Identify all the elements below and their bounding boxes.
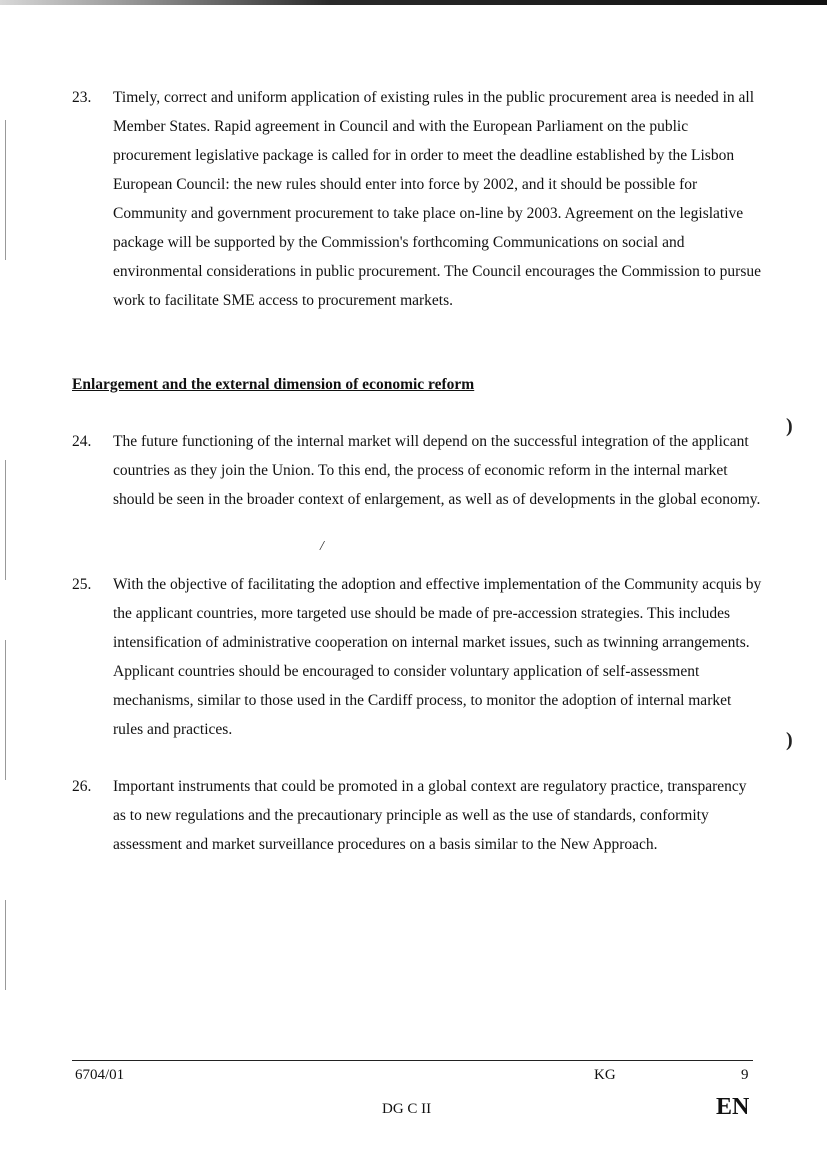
- document-reference: 6704/01: [75, 1067, 125, 1083]
- author-initials: KG: [594, 1067, 616, 1083]
- scan-edge-line: [5, 460, 6, 580]
- section-heading: Enlargement and the external dimension of economic reform: [72, 376, 475, 393]
- scan-artifact-mark: ): [786, 415, 793, 437]
- paragraph-text: Timely, correct and uniform application of existing rules in the public procurement area is needed in all Member States. Rapid agreement in Council and with the European Parliament on the public procurement legislative package is called for in order to meet the deadline established by the Lisbon European Council: the new rules should enter into force by 2002, and it should be possible for Community and government procurement to take place on-line by 2003. Agreement on the legislative package will be supported by the Commission's forthcoming Communications on social and environmental considerations in public procurement. The Council encourages the Commission to pursue work to facilitate SME access to procurement markets.: [113, 89, 761, 309]
- paragraph-number: 24.: [72, 433, 92, 450]
- directorate-label: DG C II: [382, 1101, 432, 1117]
- scan-edge-line: [5, 640, 6, 780]
- paragraph-number: 26.: [72, 778, 92, 795]
- paragraph-text: Important instruments that could be promoted in a global context are regulatory practice, transparency as to new regulations and the precautionary principle as well as the use of standards, conformity assessment and market surveillance procedures on a basis similar to the New Approach.: [113, 778, 747, 853]
- scan-artifact-mark: /: [320, 539, 324, 554]
- top-scan-rule: [0, 0, 827, 5]
- page-number: 9: [741, 1067, 749, 1083]
- paragraph-text: With the objective of facilitating the adoption and effective implementation of the Community acquis by the applicant countries, more targeted use should be made of pre-accession strategies. This includes intensification of administrative cooperation on internal market issues, such as twinning arrangements. Applicant countries should be encouraged to consider voluntary application of self-assessment mechanisms, similar to those used in the Cardiff process, to monitor the adoption of internal market rules and practices.: [113, 576, 762, 738]
- scan-edge-line: [5, 120, 6, 260]
- paragraph-text: The future functioning of the internal market will depend on the successful integration of the applicant countries as they join the Union. To this end, the process of economic reform in the internal market should be seen in the broader context of enlargement, as well as of developments in the global economy.: [113, 433, 761, 508]
- scan-edge-line: [5, 900, 6, 990]
- scan-artifact-mark: ): [786, 729, 793, 751]
- language-code: EN: [716, 1094, 750, 1120]
- paragraph-number: 23.: [72, 89, 92, 106]
- footer-rule: [72, 1060, 753, 1061]
- paragraph-number: 25.: [72, 576, 92, 593]
